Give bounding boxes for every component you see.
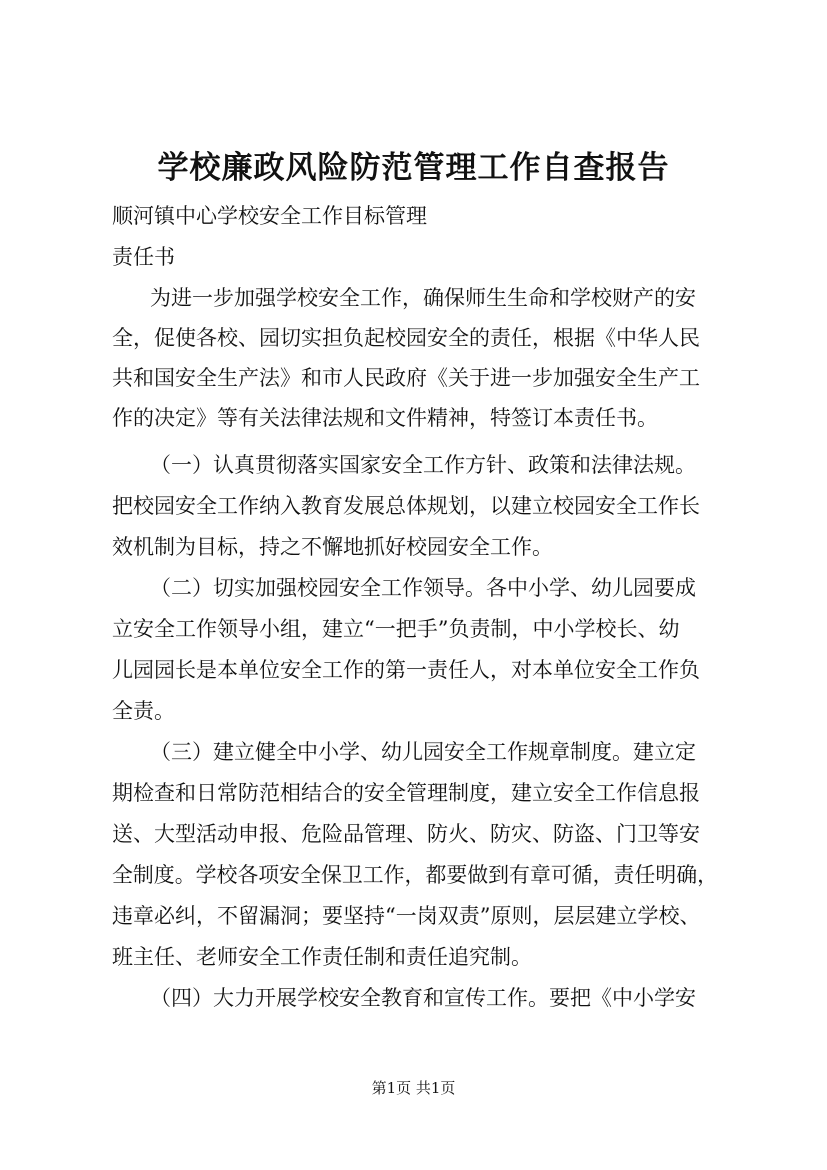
paragraph-line: 为进一步加强学校安全工作，确保师生生命和学校财产的安 (150, 286, 696, 310)
paragraph-line: 把校园安全工作纳入教育发展总体规划，以建立校园安全工作长 (112, 494, 700, 518)
paragraph-line: （三）建立健全中小学、幼儿园安全工作规章制度。建立定 (150, 740, 696, 764)
paragraph-line: 班主任、老师安全工作责任制和责任追究制。 (112, 945, 532, 969)
paragraph-line: （二）切实加强校园安全工作领导。各中小学、幼儿园要成 (150, 576, 696, 600)
paragraph-line: 立安全工作领导小组，建立“一把手”负责制，中小学校长、幼 (112, 617, 680, 641)
document-title: 学校廉政风险防范管理工作自查报告 (157, 150, 670, 186)
subtitle-line-2: 责任书 (112, 245, 175, 269)
paragraph-line: （一）认真贯彻落实国家安全工作方针、政策和法律法规。 (150, 453, 696, 477)
paragraph-line: 全责。 (112, 699, 175, 723)
paragraph-line: 全制度。学校各项安全保卫工作，都要做到有章可循，责任明确， (112, 863, 719, 887)
paragraph-line: 儿园园长是本单位安全工作的第一责任人，对本单位安全工作负 (112, 658, 700, 682)
paragraph-line: （四）大力开展学校安全教育和宣传工作。要把《中小学安 (150, 986, 696, 1010)
paragraph-line: 作的决定》等有关法律法规和文件精神，特签订本责任书。 (112, 406, 658, 430)
paragraph-line: 违章必纠，不留漏洞；要坚持“一岗双责”原则，层层建立学校、 (112, 904, 701, 928)
paragraph-line: 共和国安全生产法》和市人民政府《关于进一步加强安全生产工 (112, 366, 700, 390)
paragraph-line: 送、大型活动申报、危险品管理、防火、防灾、防盗、门卫等安 (112, 822, 700, 846)
subtitle-line: 顺河镇中心学校安全工作目标管理 (112, 204, 427, 228)
paragraph-line: 全，促使各校、园切实担负起校园安全的责任，根据《中华人民 (112, 326, 700, 350)
paragraph-line: 期检查和日常防范相结合的安全管理制度，建立安全工作信息报 (112, 781, 700, 805)
paragraph-line: 效机制为目标，持之不懈地抓好校园安全工作。 (112, 535, 553, 559)
page-footer: 第1页 共1页 (371, 1079, 456, 1097)
